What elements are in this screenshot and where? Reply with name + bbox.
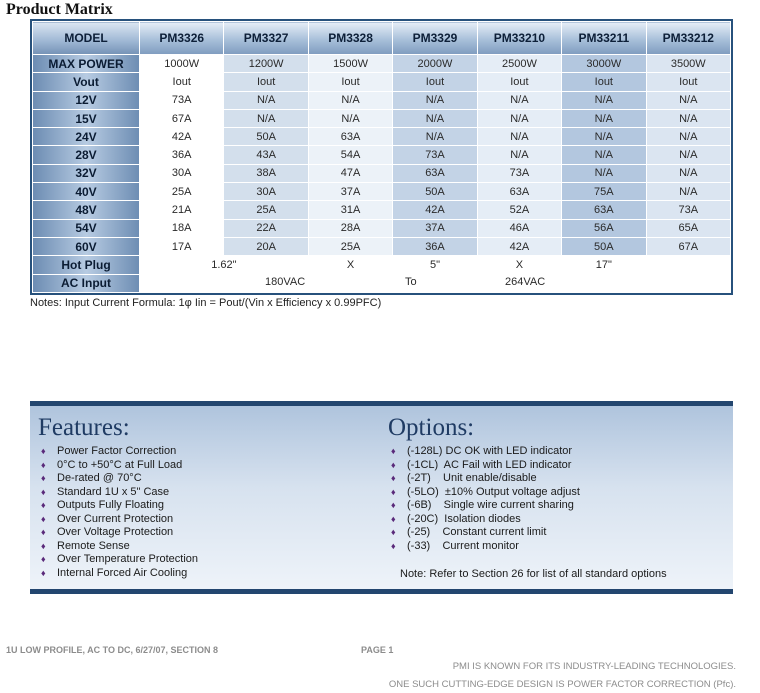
hot-plug-cell: 5": [393, 256, 477, 274]
page-title: Product Matrix: [6, 1, 113, 18]
table-cell: N/A: [646, 128, 730, 146]
table-cell: 73A: [393, 146, 477, 164]
table-cell: 17A: [140, 237, 224, 255]
table-cell: N/A: [646, 91, 730, 109]
table-cell: 3000W: [562, 55, 646, 73]
ac-input-to: To: [405, 275, 417, 288]
option-item: [388, 486, 580, 500]
table-cell: N/A: [646, 109, 730, 127]
diamond-bullet-icon: ♦: [391, 540, 396, 551]
table-cell: N/A: [562, 91, 646, 109]
product-matrix-table: [30, 19, 733, 295]
table-cell: N/A: [646, 146, 730, 164]
table-row: [33, 55, 731, 73]
table-cell: 1200W: [224, 55, 308, 73]
table-cell: 43A: [224, 146, 308, 164]
model-header-cell: PM3327: [224, 22, 308, 55]
footer-page-number: PAGE 1: [361, 645, 394, 655]
diamond-bullet-icon: ♦: [391, 473, 396, 483]
diamond-bullet-icon: ♦: [41, 540, 46, 551]
option-text: (-2T) Unit enable/disable: [407, 472, 537, 484]
table-cell: 75A: [562, 183, 646, 201]
hot-plug-cell: 1.62": [140, 256, 309, 274]
options-heading: Options:: [388, 414, 475, 441]
feature-item: [38, 526, 198, 540]
model-header-cell: PM3328: [308, 22, 392, 55]
table-cell: N/A: [393, 128, 477, 146]
table-cell: 36A: [140, 146, 224, 164]
table-cell: 47A: [308, 164, 392, 182]
row-label: AC Input: [33, 274, 140, 292]
model-header-cell: PM33212: [646, 22, 730, 55]
table-cell: 18A: [140, 219, 224, 237]
table-cell: N/A: [477, 109, 561, 127]
table-header-row: [33, 22, 731, 55]
feature-item: [38, 513, 198, 527]
table-cell: 31A: [308, 201, 392, 219]
feature-text: Over Temperature Protection: [57, 553, 199, 565]
table-cell: N/A: [224, 91, 308, 109]
row-label: Vout: [33, 73, 140, 91]
feature-item: [38, 540, 198, 554]
table-row: [33, 91, 731, 109]
diamond-bullet-icon: ♦: [391, 486, 396, 497]
features-options-panel: [30, 401, 733, 594]
feature-item: [38, 486, 198, 500]
table-cell: 37A: [393, 219, 477, 237]
table-row: [33, 109, 731, 127]
table-cell: N/A: [477, 91, 561, 109]
feature-text: Outputs Fully Floating: [57, 499, 164, 511]
table-cell: Iout: [393, 73, 477, 91]
table-cell: Iout: [308, 73, 392, 91]
table-cell: 50A: [224, 128, 308, 146]
table-cell: 54A: [308, 146, 392, 164]
table-cell: 30A: [224, 183, 308, 201]
hot-plug-cell: 17": [562, 256, 646, 274]
table-cell: 38A: [224, 164, 308, 182]
features-section: [38, 414, 198, 580]
feature-text: 0°C to +50°C at Full Load: [57, 458, 183, 471]
feature-text: De-rated @ 70°C: [57, 472, 142, 484]
table-cell: N/A: [646, 164, 730, 182]
table-cell: 73A: [477, 164, 561, 182]
row-label: 12V: [33, 91, 140, 109]
table-cell: Iout: [477, 73, 561, 91]
model-header-cell: PM33210: [477, 22, 561, 55]
features-list: [38, 445, 198, 580]
table-cell: N/A: [562, 146, 646, 164]
table-cell: 63A: [477, 183, 561, 201]
feature-item: [38, 567, 198, 581]
table-cell: N/A: [562, 128, 646, 146]
row-label: Hot Plug: [33, 256, 140, 274]
option-item: [388, 513, 580, 527]
footer-tagline-2: ONE SUCH CUTTING-EDGE DESIGN IS POWER FACTOR CORRECTION (Pfc).: [388, 679, 736, 690]
diamond-bullet-icon: ♦: [41, 486, 46, 497]
option-item: [388, 540, 580, 554]
table-cell: N/A: [477, 146, 561, 164]
table-row: [33, 73, 731, 91]
feature-item: [38, 553, 198, 567]
diamond-bullet-icon: ♦: [41, 567, 46, 578]
table-cell: 46A: [477, 219, 561, 237]
table-cell: Iout: [562, 73, 646, 91]
diamond-bullet-icon: ♦: [41, 446, 46, 456]
option-text: (-1CL) AC Fail with LED indicator: [407, 458, 572, 471]
table-cell: N/A: [562, 164, 646, 182]
feature-item: [38, 445, 198, 459]
option-item: [388, 499, 580, 513]
table-cell: 42A: [393, 201, 477, 219]
table-row: [33, 146, 731, 164]
table-cell: Iout: [140, 73, 224, 91]
table-cell: 73A: [646, 201, 730, 219]
table-row: [33, 128, 731, 146]
options-section: [388, 414, 580, 553]
table-row: [33, 201, 731, 219]
hot-plug-cell-empty: [646, 256, 730, 274]
row-label: 54V: [33, 219, 140, 237]
feature-text: Over Current Protection: [57, 512, 174, 525]
ac-input-max: 264VAC: [505, 275, 546, 288]
table-cell: 20A: [224, 237, 308, 255]
feature-text: Over Voltage Protection: [57, 526, 174, 538]
table-cell: N/A: [562, 109, 646, 127]
table-row: [33, 183, 731, 201]
diamond-bullet-icon: ♦: [391, 527, 396, 537]
footer-section-info: 1U LOW PROFILE, AC TO DC, 6/27/07, SECTION 8: [6, 645, 219, 655]
table-cell: 21A: [140, 201, 224, 219]
table-cell: 25A: [224, 201, 308, 219]
options-note: Note: Refer to Section 26 for list of all standard options: [400, 568, 667, 580]
ac-input-min: 180VAC: [265, 275, 306, 288]
option-item: [388, 445, 580, 459]
table-cell: 63A: [308, 128, 392, 146]
diamond-bullet-icon: ♦: [391, 459, 396, 470]
table-cell: 28A: [308, 219, 392, 237]
options-list: [388, 445, 580, 553]
table-cell: 30A: [140, 164, 224, 182]
table-cell: 73A: [140, 91, 224, 109]
option-text: (-33) Current monitor: [407, 539, 519, 552]
table-cell: 67A: [140, 109, 224, 127]
table-cell: 42A: [477, 237, 561, 255]
model-header: MODEL: [33, 22, 140, 55]
feature-text: Remote Sense: [57, 539, 130, 552]
feature-item: [38, 472, 198, 486]
footer-tagline-1: PMI IS KNOWN FOR ITS INDUSTRY-LEADING TECHNOLOGIES.: [452, 661, 736, 672]
table-cell: Iout: [224, 73, 308, 91]
table-cell: 25A: [308, 237, 392, 255]
table-row: [33, 219, 731, 237]
table-row: [33, 237, 731, 255]
hot-plug-row: [33, 256, 731, 274]
diamond-bullet-icon: ♦: [391, 500, 396, 510]
table-cell: 36A: [393, 237, 477, 255]
table-cell: 3500W: [646, 55, 730, 73]
option-text: (-5LO) ±10% Output voltage adjust: [407, 485, 580, 498]
features-heading: Features:: [38, 414, 130, 441]
option-text: (-128L) DC OK with LED indicator: [407, 445, 573, 457]
table-cell: N/A: [477, 128, 561, 146]
table-cell: N/A: [308, 91, 392, 109]
table-cell: 50A: [393, 183, 477, 201]
row-label: 40V: [33, 183, 140, 201]
option-item: [388, 459, 580, 473]
diamond-bullet-icon: ♦: [41, 527, 46, 537]
table-cell: 25A: [140, 183, 224, 201]
diamond-bullet-icon: ♦: [41, 473, 46, 483]
feature-text: Power Factor Correction: [57, 445, 177, 457]
model-header-cell: PM3329: [393, 22, 477, 55]
feature-text: Standard 1U x 5" Case: [57, 485, 170, 498]
table-cell: N/A: [308, 109, 392, 127]
row-label: 28V: [33, 146, 140, 164]
diamond-bullet-icon: ♦: [41, 554, 46, 564]
notes-formula: Notes: Input Current Formula: 1φ Iin = Pout/(Vin x Efficiency x 0.99PFC): [30, 297, 382, 309]
table-cell: 42A: [140, 128, 224, 146]
table-cell: N/A: [393, 109, 477, 127]
table-cell: 63A: [562, 201, 646, 219]
table-cell: 50A: [562, 237, 646, 255]
diamond-bullet-icon: ♦: [41, 500, 46, 510]
option-text: (-25) Constant current limit: [407, 526, 547, 538]
table-row: [33, 164, 731, 182]
diamond-bullet-icon: ♦: [41, 513, 46, 524]
table-cell: 2000W: [393, 55, 477, 73]
row-label: 15V: [33, 109, 140, 127]
option-text: (-6B) Single wire current sharing: [407, 499, 574, 511]
table-cell: 63A: [393, 164, 477, 182]
feature-item: [38, 499, 198, 513]
option-item: [388, 472, 580, 486]
table-cell: N/A: [393, 91, 477, 109]
table-cell: Iout: [646, 73, 730, 91]
row-label: 24V: [33, 128, 140, 146]
table-cell: 1000W: [140, 55, 224, 73]
option-text: (-20C) Isolation diodes: [407, 512, 521, 525]
option-item: [388, 526, 580, 540]
table-cell: 22A: [224, 219, 308, 237]
table-cell: 65A: [646, 219, 730, 237]
ac-input-range: [140, 274, 731, 292]
hot-plug-cell: X: [308, 256, 392, 274]
diamond-bullet-icon: ♦: [41, 459, 46, 470]
row-label: 32V: [33, 164, 140, 182]
diamond-bullet-icon: ♦: [391, 446, 396, 456]
feature-item: [38, 459, 198, 473]
feature-text: Internal Forced Air Cooling: [57, 566, 188, 579]
row-label: MAX POWER: [33, 55, 140, 73]
table-cell: 67A: [646, 237, 730, 255]
model-header-cell: PM33211: [562, 22, 646, 55]
hot-plug-cell: X: [477, 256, 561, 274]
table-cell: 1500W: [308, 55, 392, 73]
table-cell: 52A: [477, 201, 561, 219]
table-cell: 37A: [308, 183, 392, 201]
table-cell: N/A: [224, 109, 308, 127]
table-cell: 2500W: [477, 55, 561, 73]
table-cell: 56A: [562, 219, 646, 237]
row-label: 48V: [33, 201, 140, 219]
row-label: 60V: [33, 237, 140, 255]
table-cell: N/A: [646, 183, 730, 201]
ac-input-row: [33, 274, 731, 292]
model-header-cell: PM3326: [140, 22, 224, 55]
diamond-bullet-icon: ♦: [391, 513, 396, 524]
